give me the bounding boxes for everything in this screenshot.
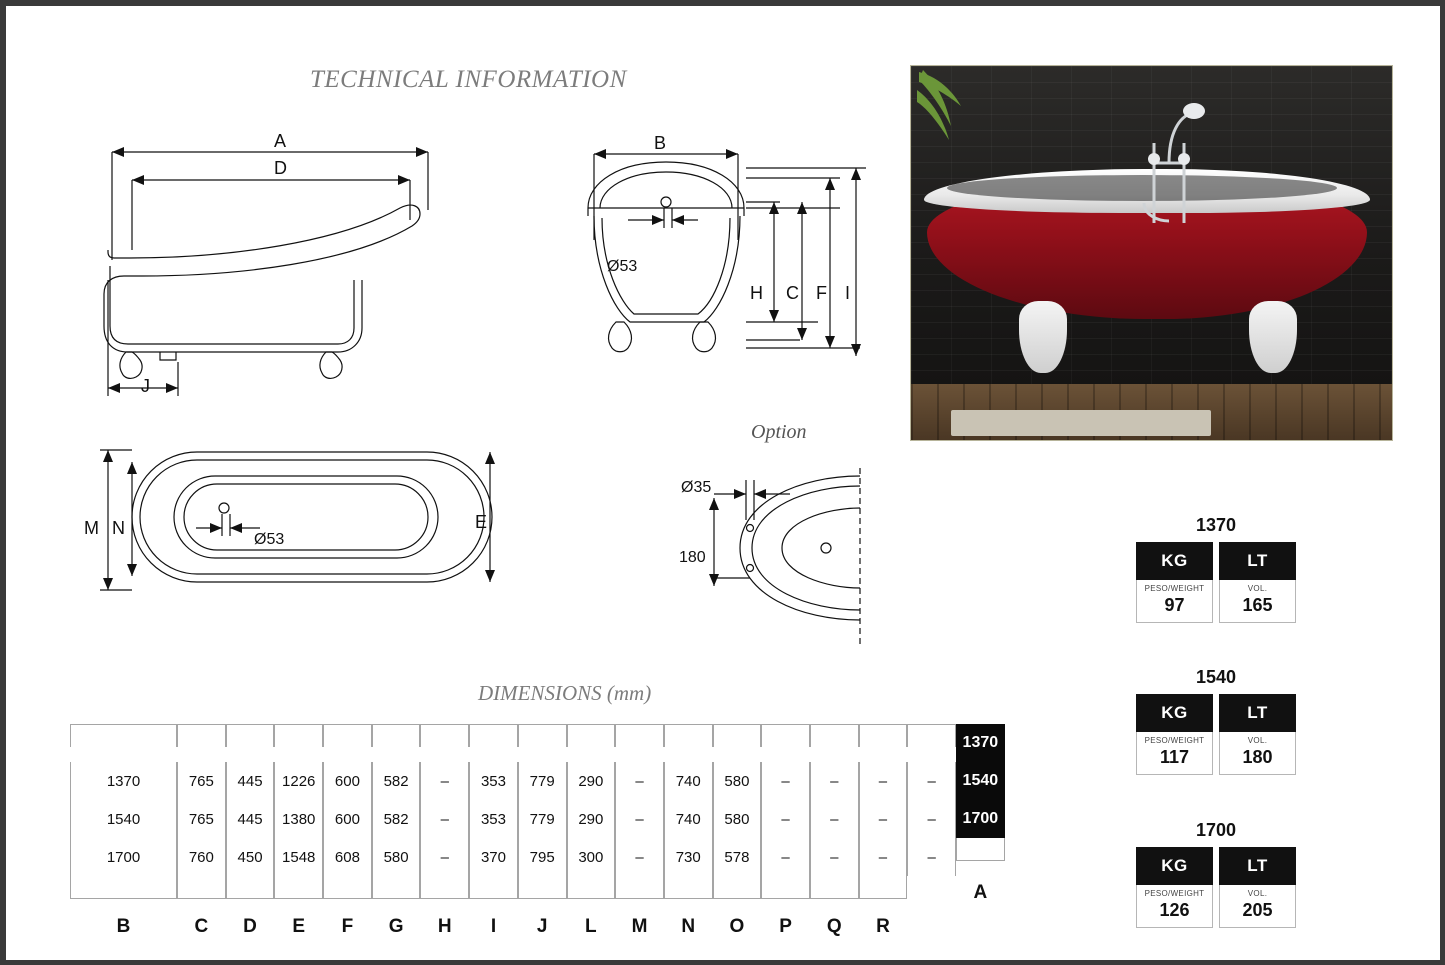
spec-volume-header: LT [1219, 542, 1296, 580]
table-cell: 600 [323, 762, 372, 800]
spec-volume-body [1219, 732, 1296, 775]
table-cell: – [761, 762, 810, 800]
product-photo [910, 65, 1393, 441]
table-cell: – [907, 762, 956, 800]
table-footer-spacer [372, 876, 421, 899]
table-cell: 300 [567, 838, 616, 876]
table-cell: – [859, 800, 908, 838]
dimensions-table-grid [70, 724, 1006, 944]
table-cell: 580 [713, 762, 762, 800]
label-c: C [786, 283, 799, 303]
option-title: Option [751, 421, 807, 443]
top-view-drawing [92, 440, 512, 610]
photo-tub-foot-left [1019, 301, 1067, 373]
table-column-header-D: D [243, 916, 257, 937]
table-cell: 580 [372, 838, 421, 876]
table-header-spacer [323, 724, 372, 747]
table-cell: – [615, 838, 664, 876]
table-cell: – [859, 762, 908, 800]
table-column-header-O: O [729, 916, 745, 937]
spec-weight-header: KG [1136, 847, 1213, 885]
spec-volume-cell [1219, 847, 1296, 928]
spec-model-label: 1540 [1195, 667, 1237, 687]
page-edge-bottom [0, 960, 1445, 965]
spec-weight-value: 117 [1159, 747, 1190, 767]
table-cell: 1380 [274, 800, 323, 838]
table-cell: 582 [372, 800, 421, 838]
table-cell: 370 [469, 838, 518, 876]
label-n: N [112, 518, 125, 538]
spec-volume-header: LT [1219, 847, 1296, 885]
table-header-spacer [713, 724, 762, 747]
spec-volume-caption: VOL. [1247, 584, 1268, 593]
table-footer-spacer [761, 876, 810, 899]
table-header-spacer [518, 724, 567, 747]
spec-weight-header: KG [1136, 542, 1213, 580]
table-cell: 290 [567, 800, 616, 838]
label-h: H [750, 283, 763, 303]
photo-tub-foot-right [1249, 301, 1297, 373]
table-footer-spacer [810, 876, 859, 899]
table-footer-spacer [664, 876, 713, 899]
spec-weight-cell [1136, 694, 1213, 775]
spec-volume-caption: VOL. [1247, 736, 1268, 745]
table-cell: 1226 [274, 762, 323, 800]
label-d: D [274, 158, 287, 178]
label-a: A [274, 131, 287, 151]
table-column-header-N: N [681, 916, 696, 937]
table-cell: 353 [469, 762, 518, 800]
table-cell: – [615, 800, 664, 838]
table-cell: 730 [664, 838, 713, 876]
table-cell: 445 [226, 800, 275, 838]
table-header-spacer [810, 724, 859, 747]
table-row-label-1540[interactable]: 1540 [956, 762, 1005, 800]
label-diameter-35: Ø35 [681, 479, 712, 496]
table-header-spacer [177, 724, 226, 747]
spec-volume-cell [1219, 542, 1296, 623]
page-title: TECHNICAL INFORMATION [310, 66, 627, 93]
table-cell: 600 [323, 800, 372, 838]
spec-weight-body [1136, 885, 1213, 928]
table-cell: 353 [469, 800, 518, 838]
table-column-header-G: G [388, 916, 404, 937]
spec-volume-caption: VOL. [1247, 889, 1268, 898]
table-footer-spacer [70, 876, 177, 899]
table-column-header-F: F [341, 916, 354, 937]
table-cell: 445 [226, 762, 275, 800]
spec-model-label: 1370 [1195, 515, 1237, 535]
table-column-header-E: E [292, 916, 306, 937]
table-cell: 1700 [70, 838, 177, 876]
table-cell: 765 [177, 800, 226, 838]
table-header-spacer [615, 724, 664, 747]
table-column-header-A: A [973, 882, 988, 903]
spec-weight-value: 97 [1164, 595, 1185, 615]
table-header-spacer [226, 724, 275, 747]
table-cell: – [761, 838, 810, 876]
table-footer-corner [907, 876, 956, 910]
spec-weight-body [1136, 580, 1213, 623]
table-cell: 779 [518, 800, 567, 838]
spec-volume-cell [1219, 694, 1296, 775]
table-column-header-B: B [116, 916, 131, 937]
table-column-header-M: M [631, 916, 648, 937]
spec-volume-value: 205 [1242, 900, 1273, 920]
label-m: M [84, 518, 99, 538]
table-cell: 1370 [70, 762, 177, 800]
table-cell: – [810, 838, 859, 876]
table-cell: 740 [664, 762, 713, 800]
table-footer-spacer [956, 838, 1005, 861]
table-header-spacer [567, 724, 616, 747]
spec-volume-header: LT [1219, 694, 1296, 732]
table-footer-spacer [615, 876, 664, 899]
table-header-spacer [664, 724, 713, 747]
label-j: J [141, 376, 150, 396]
label-diameter-53-top: Ø53 [254, 531, 285, 548]
table-footer-spacer [713, 876, 762, 899]
table-header-spacer [469, 724, 518, 747]
table-cell: 1548 [274, 838, 323, 876]
table-header-spacer [274, 724, 323, 747]
table-footer-spacer [859, 876, 908, 899]
spec-block-1700 [1136, 820, 1296, 928]
table-cell: – [615, 762, 664, 800]
table-cell: 760 [177, 838, 226, 876]
spec-weight-body [1136, 732, 1213, 775]
table-header-spacer [420, 724, 469, 747]
table-cell: – [810, 762, 859, 800]
table-cell: 580 [713, 800, 762, 838]
dimensions-table [70, 724, 1006, 937]
table-footer-spacer [420, 876, 469, 899]
spec-volume-body [1219, 580, 1296, 623]
label-i: I [845, 283, 851, 303]
page-edge-top [0, 0, 1445, 6]
spec-weight-caption: PESO/WEIGHT [1144, 889, 1205, 898]
table-footer-spacer [469, 876, 518, 899]
table-footer-spacer [226, 876, 275, 899]
table-cell: 779 [518, 762, 567, 800]
photo-bathtub [919, 151, 1379, 366]
table-cell: 608 [323, 838, 372, 876]
page-edge-left [0, 0, 6, 965]
table-column-header-H: H [437, 916, 452, 937]
spec-volume-value: 165 [1242, 595, 1273, 615]
table-row-label-1700[interactable]: 1700 [956, 800, 1005, 838]
table-cell: – [420, 800, 469, 838]
table-footer-spacer [518, 876, 567, 899]
table-header-spacer [761, 724, 810, 747]
table-cell: 795 [518, 838, 567, 876]
table-cell: 582 [372, 762, 421, 800]
label-f: F [816, 283, 827, 303]
table-cell: 578 [713, 838, 762, 876]
spec-volume-body [1219, 885, 1296, 928]
table-cell: – [810, 800, 859, 838]
table-cell: 765 [177, 762, 226, 800]
table-column-header-L: L [585, 916, 597, 937]
table-cell: – [907, 838, 956, 876]
table-cell: 740 [664, 800, 713, 838]
photo-rug [951, 410, 1211, 436]
page-edge-right [1440, 0, 1445, 965]
table-cell: – [859, 838, 908, 876]
spec-weight-cell [1136, 847, 1213, 928]
photo-faucet [1124, 103, 1214, 233]
spec-model-label: 1700 [1195, 820, 1237, 840]
table-header-spacer [859, 724, 908, 747]
table-column-header-Q: Q [826, 916, 842, 937]
table-cell: – [761, 800, 810, 838]
label-e: E [475, 512, 488, 532]
table-footer-spacer [177, 876, 226, 899]
spec-block-1540 [1136, 667, 1296, 775]
table-cell: 450 [226, 838, 275, 876]
spec-volume-value: 180 [1242, 747, 1273, 767]
table-column-header-C: C [194, 916, 209, 937]
spec-weight-value: 126 [1159, 900, 1190, 920]
spec-weight-caption: PESO/WEIGHT [1144, 584, 1205, 593]
table-cell: – [420, 838, 469, 876]
table-column-header-R: R [876, 916, 890, 937]
table-cell: – [907, 800, 956, 838]
label-b: B [654, 133, 667, 153]
table-cell: 1540 [70, 800, 177, 838]
table-cell: 290 [567, 762, 616, 800]
table-footer-spacer [567, 876, 616, 899]
spec-weight-cell [1136, 542, 1213, 623]
table-cell: – [420, 762, 469, 800]
table-column-header-I: I [490, 916, 497, 937]
table-footer-spacer [323, 876, 372, 899]
table-header-spacer [372, 724, 421, 747]
table-header-spacer [70, 724, 177, 747]
dimensions-title: DIMENSIONS (mm) [478, 681, 652, 705]
spec-weight-caption: PESO/WEIGHT [1144, 736, 1205, 745]
label-180: 180 [679, 549, 706, 566]
spec-block-1370 [1136, 515, 1296, 623]
table-column-header-P: P [779, 916, 792, 937]
table-header-spacer [907, 724, 956, 747]
label-diameter-53-end: Ø53 [607, 258, 638, 275]
table-row-label-1370[interactable]: 1370 [956, 724, 1005, 762]
table-column-header-J: J [536, 916, 548, 937]
table-footer-spacer [274, 876, 323, 899]
spec-weight-header: KG [1136, 694, 1213, 732]
